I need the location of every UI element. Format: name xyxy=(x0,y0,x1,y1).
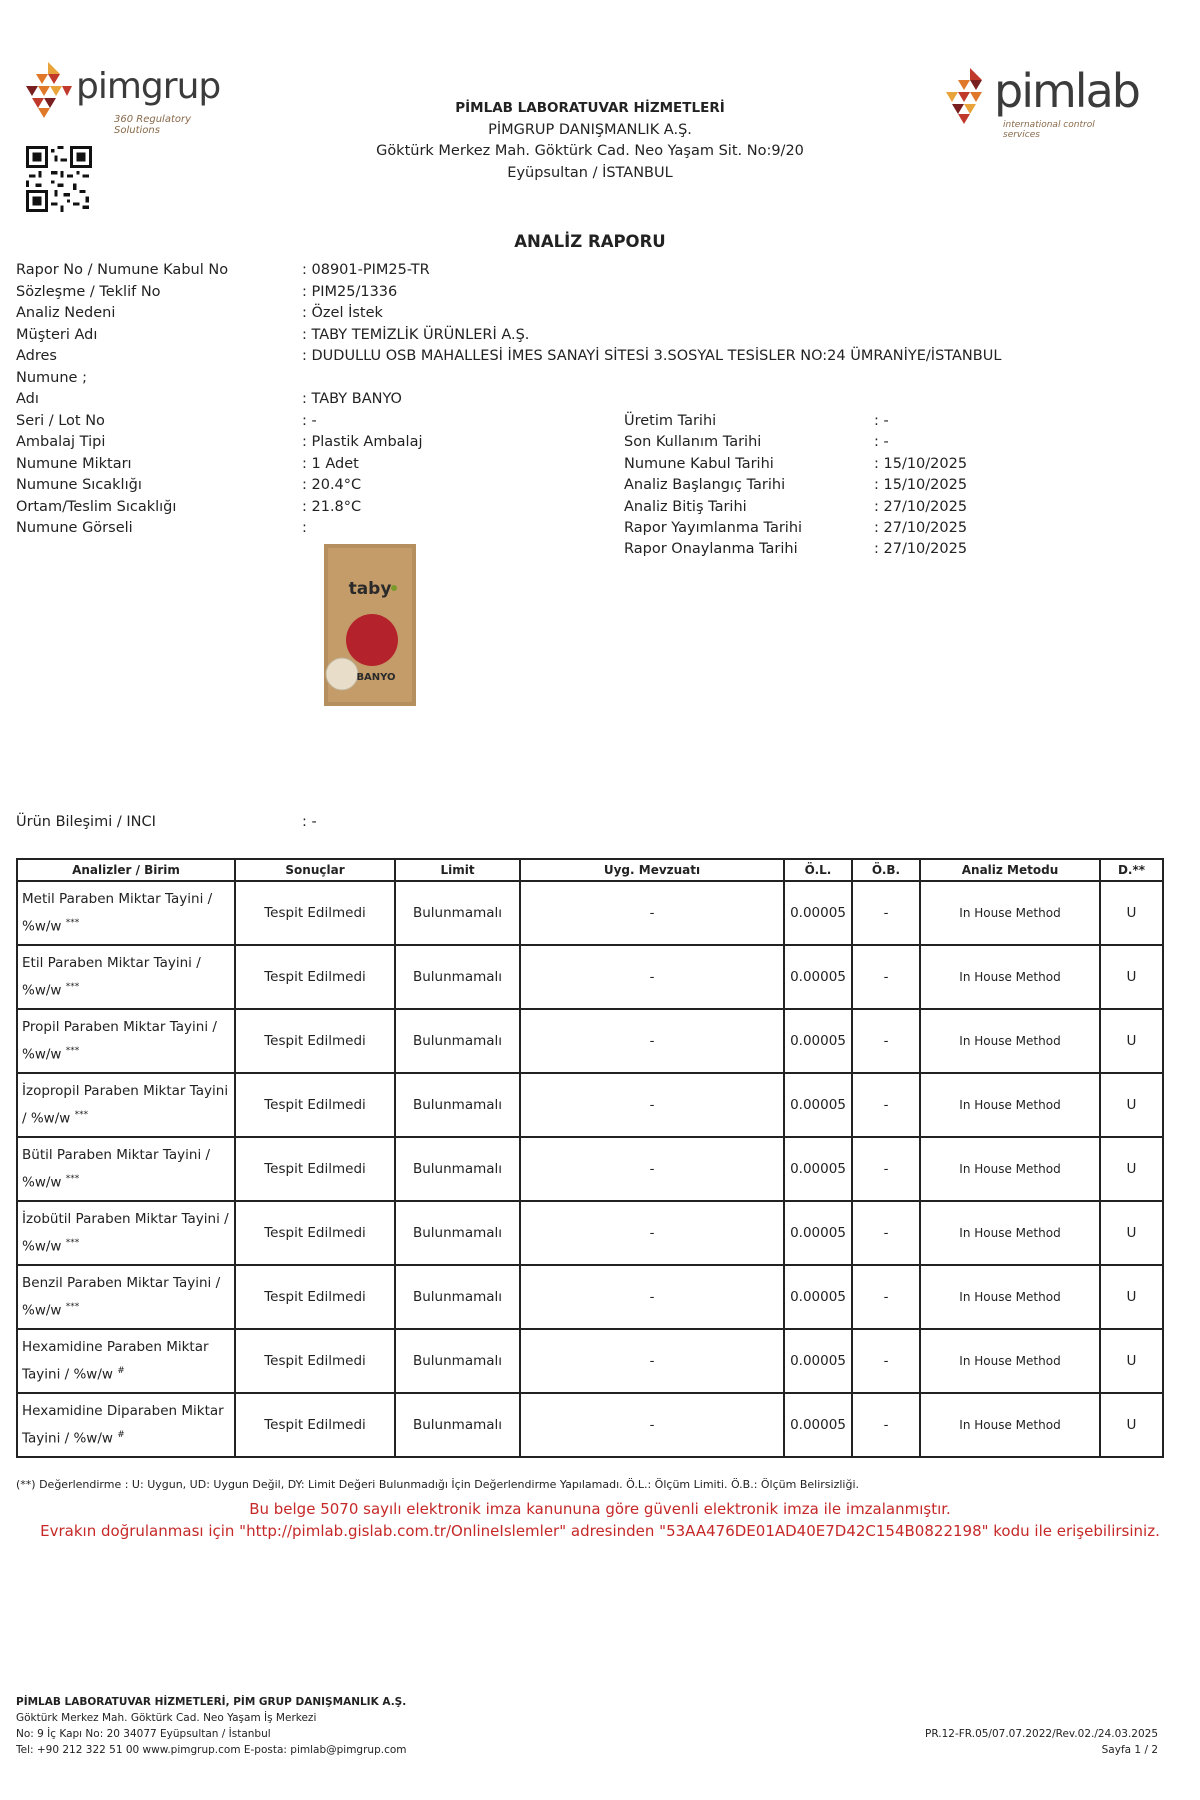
info-value: : 27/10/2025 xyxy=(874,520,968,536)
verification-note: Evrakın doğrulanması için "http://pimlab.gislab.com.tr/OnlineIslemler" adresinden "53AA476DE01AD40E7D42C154B0822198" kodu ile erişebilirsiniz. xyxy=(40,1522,1160,1540)
info-label: Numune Sıcaklığı xyxy=(16,477,142,493)
info-label: Rapor Onaylanma Tarihi xyxy=(624,541,798,557)
method-cell: In House Method xyxy=(920,1201,1100,1265)
method-cell: In House Method xyxy=(920,1073,1100,1137)
pimgrup-logo-mark-icon xyxy=(22,62,74,118)
ol-cell: 0.00005 xyxy=(784,945,852,1009)
d-cell: U xyxy=(1100,945,1163,1009)
info-label: Seri / Lot No xyxy=(16,413,105,429)
info-value: : - xyxy=(302,413,317,429)
e-signature-note: Bu belge 5070 sayılı elektronik imza kanununa göre güvenli elektronik imza ile imzalanmıştır. xyxy=(249,1500,951,1518)
method-cell: In House Method xyxy=(920,1265,1100,1329)
info-value: : - xyxy=(874,434,889,450)
info-label: Numune Kabul Tarihi xyxy=(624,456,774,472)
col-header-result: Sonuçlar xyxy=(235,859,395,881)
table-row xyxy=(17,1009,1163,1073)
info-value: : PIM25/1336 xyxy=(302,284,398,300)
info-label: Sözleşme / Teklif No xyxy=(16,284,161,300)
method-cell: In House Method xyxy=(920,945,1100,1009)
col-header-ob: Ö.B. xyxy=(852,859,920,881)
regulation-cell: - xyxy=(520,1329,784,1393)
info-label: Numune Görseli xyxy=(16,520,133,536)
analysis-mark: *** xyxy=(65,982,80,993)
info-value: : 15/10/2025 xyxy=(874,477,968,493)
analysis-mark: *** xyxy=(65,918,80,929)
result-cell: Tespit Edilmedi xyxy=(235,881,395,945)
info-value: : Özel İstek xyxy=(302,305,383,321)
analysis-name: Propil Paraben Miktar Tayini / %w/w xyxy=(22,1019,217,1063)
ol-cell: 0.00005 xyxy=(784,1265,852,1329)
footer-line2: No: 9 İç Kapı No: 20 34077 Eyüpsultan / İstanbul xyxy=(16,1728,271,1740)
pimgrup-logo xyxy=(22,58,222,138)
limit-cell: Bulunmamalı xyxy=(395,1265,520,1329)
info-value: : Plastik Ambalaj xyxy=(302,434,423,450)
info-label: Analiz Nedeni xyxy=(16,305,116,321)
info-label: Müşteri Adı xyxy=(16,327,98,343)
analysis-mark: *** xyxy=(65,1238,80,1249)
method-cell: In House Method xyxy=(920,1329,1100,1393)
limit-cell: Bulunmamalı xyxy=(395,1073,520,1137)
result-cell: Tespit Edilmedi xyxy=(235,1265,395,1329)
lab-address-line1: Göktürk Merkez Mah. Göktürk Cad. Neo Yaşam Sit. No:9/20 xyxy=(376,143,804,159)
analysis-name: Hexamidine Diparaben Miktar Tayini / %w/w xyxy=(22,1403,224,1447)
method-cell: In House Method xyxy=(920,1393,1100,1457)
info-label: Numune Miktarı xyxy=(16,456,132,472)
sample-photo xyxy=(324,544,416,706)
result-cell: Tespit Edilmedi xyxy=(235,1137,395,1201)
analysis-name: İzobütil Paraben Miktar Tayini / %w/w xyxy=(22,1211,229,1255)
footer-company: PİMLAB LABORATUVAR HİZMETLERİ, PİM GRUP DANIŞMANLIK A.Ş. xyxy=(16,1696,407,1708)
table-row xyxy=(17,1073,1163,1137)
d-cell: U xyxy=(1100,1009,1163,1073)
analysis-name: İzopropil Paraben Miktar Tayini / %w/w xyxy=(22,1083,229,1127)
result-cell: Tespit Edilmedi xyxy=(235,1329,395,1393)
regulation-cell: - xyxy=(520,1137,784,1201)
limit-cell: Bulunmamalı xyxy=(395,1329,520,1393)
info-label: Rapor Yayımlanma Tarihi xyxy=(624,520,803,536)
inci-label: Ürün Bileşimi / INCI xyxy=(16,814,156,830)
analysis-mark: *** xyxy=(65,1302,80,1313)
analysis-mark: # xyxy=(117,1366,125,1377)
d-cell: U xyxy=(1100,1201,1163,1265)
lab-name: PİMLAB LABORATUVAR HİZMETLERİ xyxy=(455,100,725,116)
info-label: Son Kullanım Tarihi xyxy=(624,434,762,450)
regulation-cell: - xyxy=(520,1201,784,1265)
ol-cell: 0.00005 xyxy=(784,1329,852,1393)
ob-cell: - xyxy=(852,881,920,945)
table-header-row xyxy=(17,859,1163,881)
info-value: : 15/10/2025 xyxy=(874,456,968,472)
analysis-name: Hexamidine Paraben Miktar Tayini / %w/w xyxy=(22,1339,209,1383)
sample-product-text: BANYO xyxy=(356,672,396,683)
pimlab-logo-text: pimlab xyxy=(994,64,1139,118)
result-cell: Tespit Edilmedi xyxy=(235,1073,395,1137)
table-row xyxy=(17,1329,1163,1393)
regulation-cell: - xyxy=(520,881,784,945)
info-value: : - xyxy=(874,413,889,429)
table-row xyxy=(17,1393,1163,1457)
info-value: : 08901-PIM25-TR xyxy=(302,262,430,278)
info-value: : DUDULLU OSB MAHALLESİ İMES SANAYİ SİTESİ 3.SOSYAL TESİSLER NO:24 ÜMRANİYE/İSTANBUL xyxy=(302,348,1002,364)
col-header-d: D.** xyxy=(1100,859,1163,881)
info-label: Adres xyxy=(16,348,57,364)
ob-cell: - xyxy=(852,1137,920,1201)
table-row xyxy=(17,1201,1163,1265)
pimgrup-logo-tagline: 360 Regulatory Solutions xyxy=(114,114,192,136)
ol-cell: 0.00005 xyxy=(784,881,852,945)
info-label: Adı xyxy=(16,391,39,407)
info-value: : 1 Adet xyxy=(302,456,359,472)
d-cell: U xyxy=(1100,1393,1163,1457)
d-cell: U xyxy=(1100,1137,1163,1201)
d-cell: U xyxy=(1100,1265,1163,1329)
ob-cell: - xyxy=(852,1201,920,1265)
analysis-name: Etil Paraben Miktar Tayini / %w/w xyxy=(22,955,201,999)
report-title: ANALİZ RAPORU xyxy=(514,232,666,251)
footer-line3: Tel: +90 212 322 51 00 www.pimgrup.com E-posta: pimlab@pimgrup.com xyxy=(16,1744,407,1756)
ol-cell: 0.00005 xyxy=(784,1137,852,1201)
method-cell: In House Method xyxy=(920,1009,1100,1073)
table-row xyxy=(17,1265,1163,1329)
info-label: Analiz Başlangıç Tarihi xyxy=(624,477,786,493)
info-value: : 20.4°C xyxy=(302,477,362,493)
qr-code-icon xyxy=(26,146,92,212)
ob-cell: - xyxy=(852,945,920,1009)
info-value: : 27/10/2025 xyxy=(874,499,968,515)
info-value: : 21.8°C xyxy=(302,499,362,515)
analysis-name: Benzil Paraben Miktar Tayini / %w/w xyxy=(22,1275,221,1319)
analysis-name: Bütil Paraben Miktar Tayini / %w/w xyxy=(22,1147,211,1191)
limit-cell: Bulunmamalı xyxy=(395,1393,520,1457)
limit-cell: Bulunmamalı xyxy=(395,1009,520,1073)
regulation-cell: - xyxy=(520,1073,784,1137)
pimlab-logo-tagline: international control services xyxy=(1003,120,1095,140)
col-header-method: Analiz Metodu xyxy=(920,859,1100,881)
analysis-mark: *** xyxy=(74,1110,89,1121)
info-value: : TABY TEMİZLİK ÜRÜNLERİ A.Ş. xyxy=(302,327,530,343)
lab-header xyxy=(300,98,880,184)
analysis-mark: # xyxy=(117,1430,125,1441)
analysis-name: Metil Paraben Miktar Tayini / %w/w xyxy=(22,891,213,935)
form-code: PR.12-FR.05/07.07.2022/Rev.02./24.03.2025 xyxy=(925,1728,1158,1740)
evaluation-legend: (**) Değerlendirme : U: Uygun, UD: Uygun Değil, DY: Limit Değeri Bulunmadığı İçin Değerlendirme Yapılamadı. Ö.L.: Ölçüm Limiti. Ö.B.: Ölçüm Belirsizliği. xyxy=(16,1478,860,1491)
result-cell: Tespit Edilmedi xyxy=(235,1009,395,1073)
d-cell: U xyxy=(1100,1329,1163,1393)
regulation-cell: - xyxy=(520,1265,784,1329)
col-header-limit: Limit xyxy=(395,859,520,881)
info-value: : xyxy=(302,520,307,536)
col-header-analysis: Analizler / Birim xyxy=(17,859,235,881)
table-row xyxy=(17,945,1163,1009)
ob-cell: - xyxy=(852,1073,920,1137)
d-cell: U xyxy=(1100,881,1163,945)
info-label: Üretim Tarihi xyxy=(624,413,717,429)
ob-cell: - xyxy=(852,1265,920,1329)
ol-cell: 0.00005 xyxy=(784,1009,852,1073)
method-cell: In House Method xyxy=(920,881,1100,945)
limit-cell: Bulunmamalı xyxy=(395,881,520,945)
lab-company: PİMGRUP DANIŞMANLIK A.Ş. xyxy=(488,121,692,138)
info-label: Ortam/Teslim Sıcaklığı xyxy=(16,499,177,515)
regulation-cell: - xyxy=(520,945,784,1009)
limit-cell: Bulunmamalı xyxy=(395,945,520,1009)
ol-cell: 0.00005 xyxy=(784,1073,852,1137)
results-table xyxy=(16,858,1164,1458)
table-row xyxy=(17,1137,1163,1201)
footer-address xyxy=(16,1694,407,1758)
info-label: Rapor No / Numune Kabul No xyxy=(16,262,229,278)
sample-brand-text: taby xyxy=(348,579,392,599)
ob-cell: - xyxy=(852,1393,920,1457)
result-cell: Tespit Edilmedi xyxy=(235,1393,395,1457)
footer-line1: Göktürk Merkez Mah. Göktürk Cad. Neo Yaşam İş Merkezi xyxy=(16,1712,317,1724)
limit-cell: Bulunmamalı xyxy=(395,1137,520,1201)
analysis-mark: *** xyxy=(65,1046,80,1057)
info-label: Numune ; xyxy=(16,370,87,386)
limit-cell: Bulunmamalı xyxy=(395,1201,520,1265)
d-cell: U xyxy=(1100,1073,1163,1137)
ol-cell: 0.00005 xyxy=(784,1393,852,1457)
ol-cell: 0.00005 xyxy=(784,1201,852,1265)
inci-value: : - xyxy=(302,814,317,830)
result-cell: Tespit Edilmedi xyxy=(235,1201,395,1265)
result-cell: Tespit Edilmedi xyxy=(235,945,395,1009)
info-label: Ambalaj Tipi xyxy=(16,434,106,450)
footer-form-info xyxy=(925,1726,1158,1758)
pimlab-logo-mark-icon xyxy=(940,68,994,126)
regulation-cell: - xyxy=(520,1009,784,1073)
col-header-ol: Ö.L. xyxy=(784,859,852,881)
regulation-cell: - xyxy=(520,1393,784,1457)
analysis-mark: *** xyxy=(65,1174,80,1185)
lab-address-line2: Eyüpsultan / İSTANBUL xyxy=(507,164,673,181)
pimgrup-logo-text: pimgrup xyxy=(76,66,221,107)
col-header-regulation: Uyg. Mevzuatı xyxy=(520,859,784,881)
pimlab-logo xyxy=(940,62,1139,142)
info-value: : 27/10/2025 xyxy=(874,541,968,557)
info-label: Analiz Bitiş Tarihi xyxy=(624,499,747,515)
page-number: Sayfa 1 / 2 xyxy=(1101,1744,1158,1756)
ob-cell: - xyxy=(852,1009,920,1073)
ob-cell: - xyxy=(852,1329,920,1393)
info-value: : TABY BANYO xyxy=(302,391,402,407)
table-row xyxy=(17,881,1163,945)
method-cell: In House Method xyxy=(920,1137,1100,1201)
